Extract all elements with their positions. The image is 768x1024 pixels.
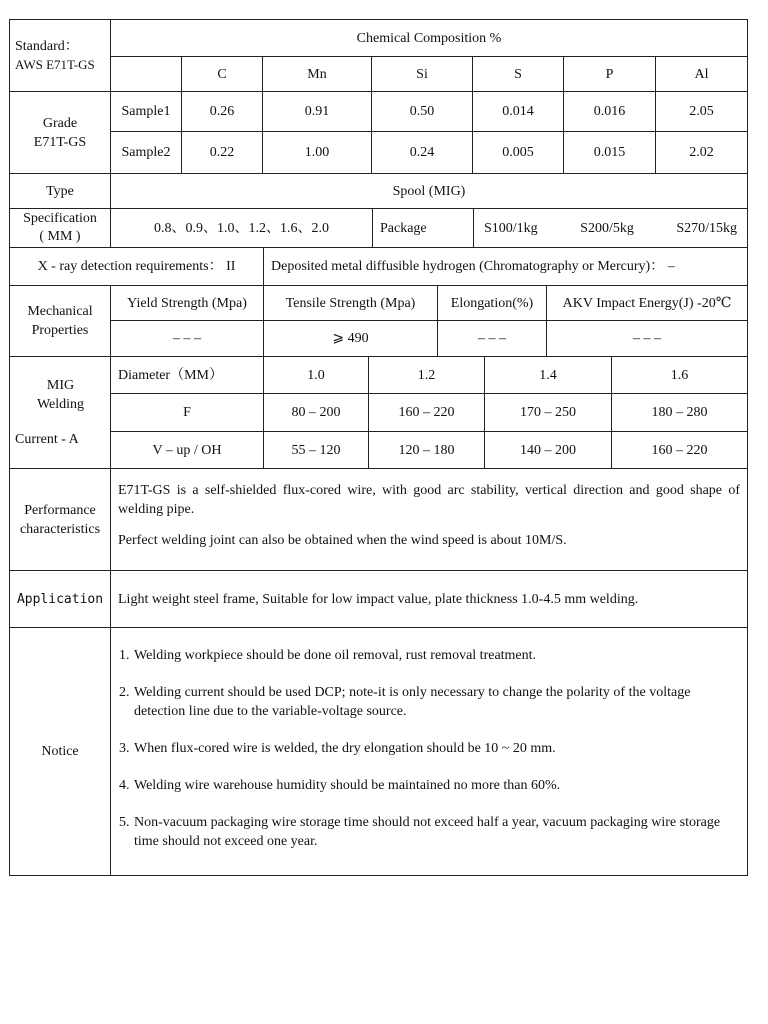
- xray-requirements: X - ray detection requirements： II: [9, 247, 264, 286]
- position-f-1-0: 80 – 200: [263, 393, 369, 432]
- performance-label-line1: Performance: [24, 502, 96, 518]
- application-value: Light weight steel frame, Suitable for low impact value, plate thickness 1.0-4.5 mm welding.: [110, 570, 748, 628]
- package-value-2: S200/5kg: [580, 220, 634, 236]
- sample2-label: Sample2: [110, 131, 182, 174]
- sample1-p: 0.016: [563, 91, 656, 132]
- package-values: [473, 208, 748, 248]
- impact-energy-header: AKV Impact Energy(J) -20℃: [546, 285, 748, 321]
- tensile-strength-header: Tensile Strength (Mpa): [263, 285, 438, 321]
- notice-item: 4. Welding wire warehouse humidity should be maintained no more than 60%.: [119, 778, 561, 793]
- mig-label-line3: Current - A: [15, 432, 79, 447]
- package-value-3: S270/15kg: [676, 220, 737, 236]
- specification-label: [9, 208, 111, 248]
- sample1-s: 0.014: [472, 91, 564, 132]
- notice-item: 2. Welding current should be used DCP; note-it is only necessary to change the polarity of the voltage detection line due to the variable-voltage source.: [119, 685, 691, 719]
- mechanical-label-line1: Mechanical: [27, 304, 93, 319]
- specification-label-line1: Specification: [23, 211, 97, 226]
- tensile-strength-value: ⩾ 490: [263, 320, 438, 357]
- position-vup-1-6: 160 – 220: [611, 431, 748, 469]
- notice-item: 1. Welding workpiece should be done oil removal, rust removal treatment.: [119, 648, 537, 663]
- specification-sizes: 0.8、0.9、1.0、1.2、1.6、2.0: [110, 208, 373, 248]
- performance-paragraph-2: Perfect welding joint can also be obtained when the wind speed is about 10M/S.: [118, 533, 567, 548]
- type-value: Spool (MIG): [110, 173, 748, 209]
- application-label: Application: [9, 570, 111, 628]
- element-header-si: Si: [371, 56, 473, 92]
- sample2-mn: 1.00: [262, 131, 372, 174]
- diffusible-hydrogen: Deposited metal diffusible hydrogen (Chromatography or Mercury)： –: [263, 247, 748, 286]
- grade-cell: [9, 91, 111, 174]
- sample2-s: 0.005: [472, 131, 564, 174]
- diameter-1-0: 1.0: [263, 356, 369, 394]
- position-vup-1-0: 55 – 120: [263, 431, 369, 469]
- yield-strength-header: Yield Strength (Mpa): [110, 285, 264, 321]
- diameter-1-6: 1.6: [611, 356, 748, 394]
- position-f-1-6: 180 – 280: [611, 393, 748, 432]
- yield-strength-value: – – –: [110, 320, 264, 357]
- sample2-si: 0.24: [371, 131, 473, 174]
- sample1-label: Sample1: [110, 91, 182, 132]
- grade-label: Grade: [42, 115, 78, 131]
- notice-label: Notice: [9, 627, 111, 876]
- sample1-al: 2.05: [655, 91, 748, 132]
- elongation-header: Elongation(%): [437, 285, 547, 321]
- sample2-c: 0.22: [181, 131, 263, 174]
- mig-label-line2: Welding: [36, 397, 85, 412]
- diameter-1-4: 1.4: [484, 356, 612, 394]
- notice-item: 3. When flux-cored wire is welded, the dry elongation should be 10 ~ 20 mm.: [119, 741, 556, 756]
- performance-paragraph-1: E71T-GS is a self-shielded flux-cored wire, with good arc stability, vertical direction and good shape of welding pipe.: [118, 483, 740, 517]
- notice-item: 5. Non-vacuum packaging wire storage time should not exceed half a year, vacuum packaging wire storage time should not exceed one year.: [119, 815, 721, 849]
- position-f-1-4: 170 – 250: [484, 393, 612, 432]
- element-header-s: S: [472, 56, 564, 92]
- performance-text: [110, 468, 748, 571]
- mig-label-line1: MIG: [46, 378, 75, 393]
- element-header-c: C: [181, 56, 263, 92]
- product-spec-table: [9, 19, 748, 876]
- standard-cell: [9, 19, 111, 92]
- position-vup-1-4: 140 – 200: [484, 431, 612, 469]
- package-label: Package: [372, 208, 474, 248]
- sample1-si: 0.50: [371, 91, 473, 132]
- notice-list: [110, 627, 748, 876]
- element-header-al: Al: [655, 56, 748, 92]
- element-header-mn: Mn: [262, 56, 372, 92]
- diameter-label: Diameter（MM）: [110, 356, 264, 394]
- impact-energy-value: – – –: [546, 320, 748, 357]
- mig-welding-label: [9, 356, 111, 469]
- sample1-c: 0.26: [181, 91, 263, 132]
- position-vup-label: V – up / OH: [110, 431, 264, 469]
- chemical-composition-title: Chemical Composition %: [110, 19, 748, 57]
- diameter-1-2: 1.2: [368, 356, 485, 394]
- mechanical-label-line2: Properties: [31, 323, 89, 338]
- specification-label-line2: ( MM ): [39, 229, 81, 244]
- composition-blank-header: [110, 56, 182, 92]
- standard-label: Standard：: [15, 38, 79, 54]
- performance-label-line2: characteristics: [19, 521, 101, 537]
- position-f-label: F: [110, 393, 264, 432]
- type-label: Type: [9, 173, 111, 209]
- elongation-value: – – –: [437, 320, 547, 357]
- performance-label: [9, 468, 111, 571]
- sample2-p: 0.015: [563, 131, 656, 174]
- element-header-p: P: [563, 56, 656, 92]
- sample1-mn: 0.91: [262, 91, 372, 132]
- position-f-1-2: 160 – 220: [368, 393, 485, 432]
- position-vup-1-2: 120 – 180: [368, 431, 485, 469]
- mechanical-label: [9, 285, 111, 357]
- grade-value: E71T-GS: [33, 134, 87, 150]
- package-value-1: S100/1kg: [484, 220, 538, 236]
- standard-value: AWS E71T-GS: [15, 56, 95, 72]
- sample2-al: 2.02: [655, 131, 748, 174]
